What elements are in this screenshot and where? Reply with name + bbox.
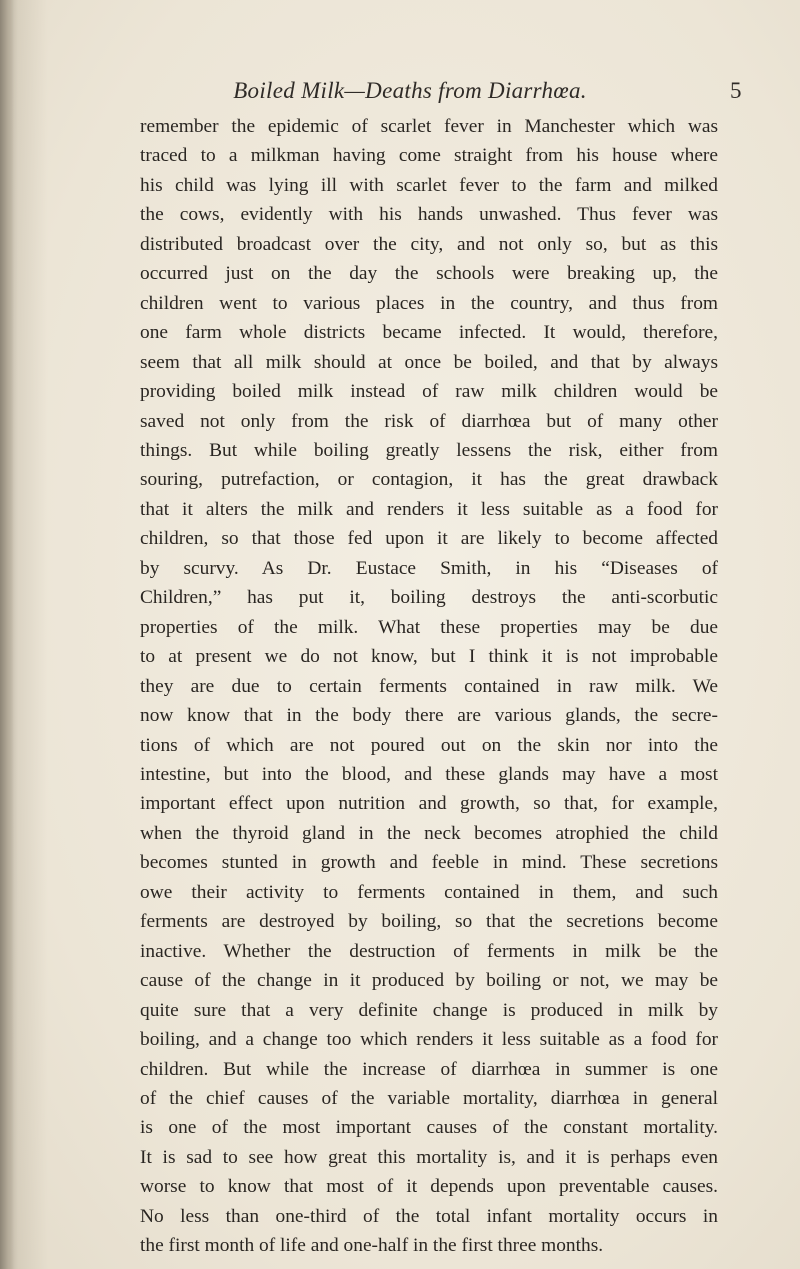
text-line: cause of the change in it produced by boiling or not, we may be xyxy=(140,970,718,992)
text-line: It is sad to see how great this mortality is, and it is perhaps even xyxy=(140,1146,718,1168)
text-line: by scurvy. As Dr. Eustace Smith, in his “Diseases of xyxy=(140,557,718,579)
text-line: children went to various places in the country, and thus from xyxy=(140,292,718,314)
text-line: the cows, evidently with his hands unwashed. Thus fever was xyxy=(140,204,718,226)
text-line: owe their activity to ferments contained in them, and such xyxy=(140,881,718,903)
text-line: providing boiled milk instead of raw milk children would be xyxy=(140,381,718,403)
text-line: that it alters the milk and renders it less suitable as a food for xyxy=(140,498,718,520)
text-line: occurred just on the day the schools were breaking up, the xyxy=(140,263,718,285)
text-line: intestine, but into the blood, and these glands may have a most xyxy=(140,763,718,785)
text-line: remember the epidemic of scarlet fever in Manchester which was xyxy=(140,116,718,137)
text-line: saved not only from the risk of diarrhœa but of many other xyxy=(140,410,718,432)
text-line: important effect upon nutrition and growth, so that, for example, xyxy=(140,793,718,815)
text-line: boiling, and a change too which renders it less suitable as a food for xyxy=(140,1029,718,1051)
text-line: traced to a milkman having come straight from his house where xyxy=(140,145,718,167)
text-line: is one of the most important causes of the constant mortality. xyxy=(140,1117,718,1139)
text-line: quite sure that a very definite change is produced in milk by xyxy=(140,999,718,1021)
text-line: of the chief causes of the variable mortality, diarrhœa in general xyxy=(140,1087,718,1109)
text-line: they are due to certain ferments contained in raw milk. We xyxy=(140,675,718,697)
text-line: properties of the milk. What these properties may be due xyxy=(140,616,718,638)
text-line: Children,” has put it, boiling destroys the anti-scorbutic xyxy=(140,587,718,609)
text-line: inactive. Whether the destruction of ferments in milk be the xyxy=(140,940,718,962)
text-line: the first month of life and one-half in the first three months. xyxy=(140,1235,604,1257)
running-head-title: Boiled Milk—Deaths from Diarrhœa. xyxy=(233,78,587,103)
text-line: children, so that those fed upon it are likely to become affected xyxy=(140,528,718,550)
text-line: No less than one-third of the total infant mortality occurs in xyxy=(140,1205,718,1227)
text-line: souring, putrefaction, or contagion, it has the great drawback xyxy=(140,469,718,491)
text-line: worse to know that most of it depends upon preventable causes. xyxy=(140,1176,718,1198)
text-line: becomes stunted in growth and feeble in mind. These secretions xyxy=(140,852,718,874)
text-line: children. But while the increase of diarrhœa in summer is one xyxy=(140,1058,718,1080)
text-line: one farm whole districts became infected. It would, therefore, xyxy=(140,322,718,344)
text-line: when the thyroid gland in the neck becomes atrophied the child xyxy=(140,822,718,844)
text-line: to at present we do not know, but I think it is not improbable xyxy=(140,646,718,668)
text-line: distributed broadcast over the city, and not only so, but as this xyxy=(140,233,718,255)
body-paragraph xyxy=(140,112,718,1261)
text-line: seem that all milk should at once be boiled, and that by always xyxy=(140,351,718,373)
text-line: his child was lying ill with scarlet fever to the farm and milked xyxy=(140,174,718,196)
text-line: things. But while boiling greatly lessens the risk, either from xyxy=(140,439,718,461)
text-line: tions of which are not poured out on the skin nor into the xyxy=(140,734,718,756)
text-line: now know that in the body there are various glands, the secre- xyxy=(140,705,718,727)
page-binding-shadow xyxy=(0,0,14,1269)
page-number: 5 xyxy=(730,78,742,103)
text-line: ferments are destroyed by boiling, so that the secretions become xyxy=(140,911,718,933)
